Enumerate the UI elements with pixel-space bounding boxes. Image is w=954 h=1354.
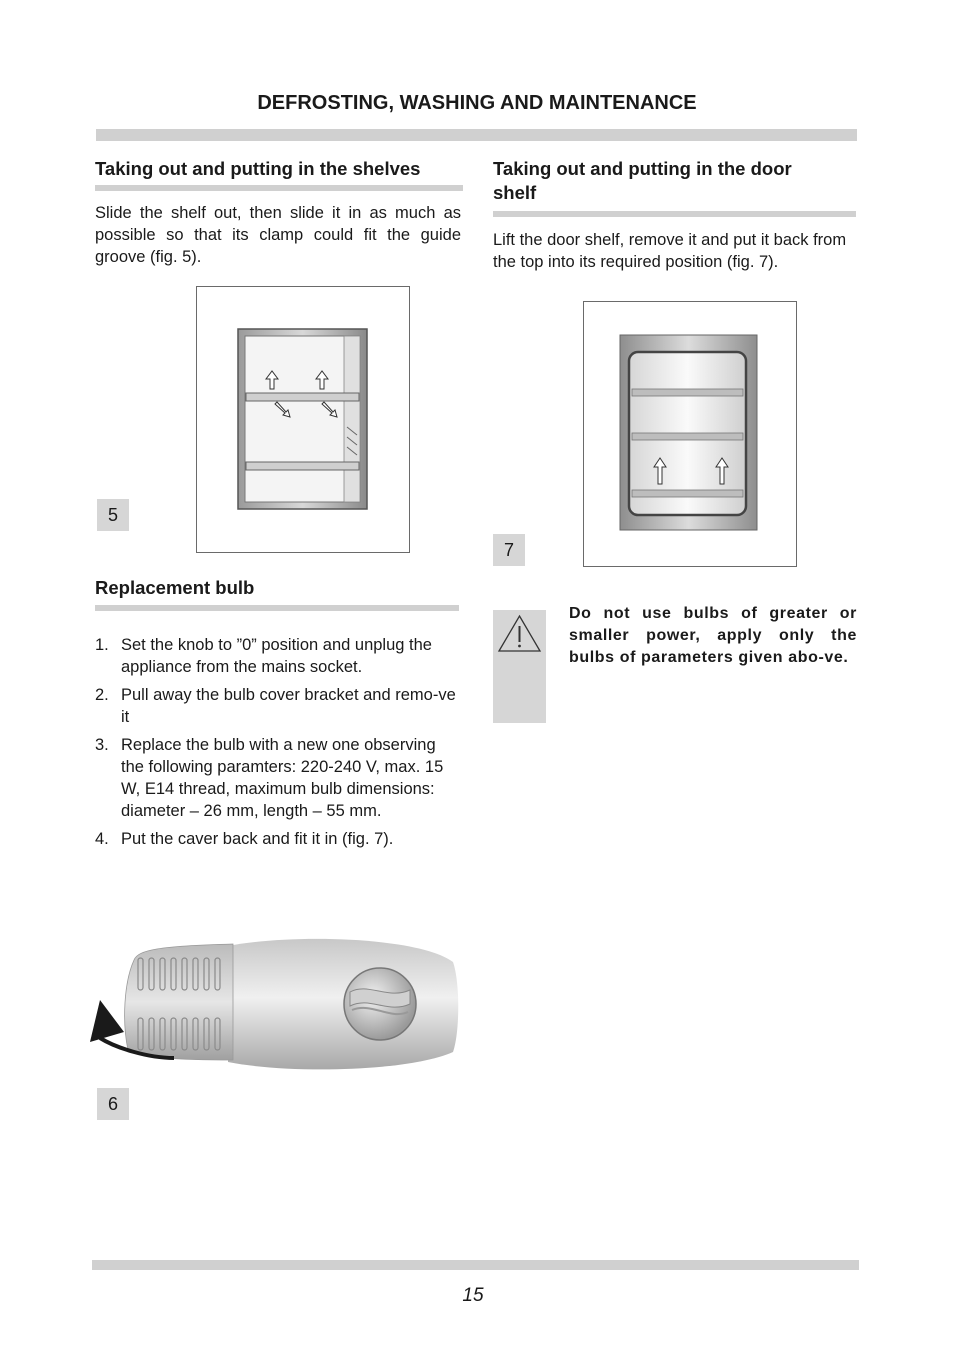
list-item: 1. Set the knob to ”0” position and unplug the appliance from the mains socket. xyxy=(95,636,432,676)
shelves-heading-rule xyxy=(95,185,463,191)
door-shelf-heading: Taking out and putting in the door shelf xyxy=(493,158,792,203)
door-shelf-illustration xyxy=(584,302,796,566)
shelves-text: Slide the shelf out, then slide it in as much as possible so that its clamp could fit the guide groove (fig. 5). xyxy=(95,204,461,266)
bulb-cover-illustration xyxy=(88,932,463,1077)
bulb-heading: Replacement bulb xyxy=(95,577,255,598)
bulb-steps-list xyxy=(95,634,461,856)
door-shelf-text: Lift the door shelf, remove it and put it back from the top into its required position (fig. 7). xyxy=(493,231,847,271)
header-rule xyxy=(96,129,857,141)
list-item: 4. Put the caver back and fit it in (fig. 7). xyxy=(95,830,394,848)
list-item: 2. Pull away the bulb cover bracket and remo-ve it xyxy=(95,686,456,726)
figure-5-label: 5 xyxy=(97,499,129,531)
warning-triangle-icon xyxy=(493,610,546,660)
fridge-shelves-illustration xyxy=(197,287,409,552)
figure-5-shelves xyxy=(196,286,410,553)
figure-7-door-shelf xyxy=(583,301,797,567)
footer-rule xyxy=(92,1260,859,1270)
page-title: DEFROSTING, WASHING AND MAINTENANCE xyxy=(257,92,697,114)
figure-6-bulb-cover xyxy=(88,932,463,1077)
figure-6-label: 6 xyxy=(97,1088,129,1120)
figure-7-label: 7 xyxy=(493,534,525,566)
door-shelf-heading-rule xyxy=(493,211,856,217)
warning-icon-box xyxy=(493,610,546,723)
shelves-heading: Taking out and putting in the shelves xyxy=(95,158,421,179)
list-item: 3. Replace the bulb with a new one observing the following paramters: 220-240 V, max. 15 W, E14 thread, maximum bulb dimensions: diameter – 26 mm, length – 55 mm. xyxy=(95,736,444,820)
warning-text: Do not use bulbs of greater or smaller power, apply only the bulbs of parameters given abo-ve. xyxy=(569,605,857,666)
bulb-heading-rule xyxy=(95,605,459,611)
page-number: 15 xyxy=(462,1285,484,1306)
